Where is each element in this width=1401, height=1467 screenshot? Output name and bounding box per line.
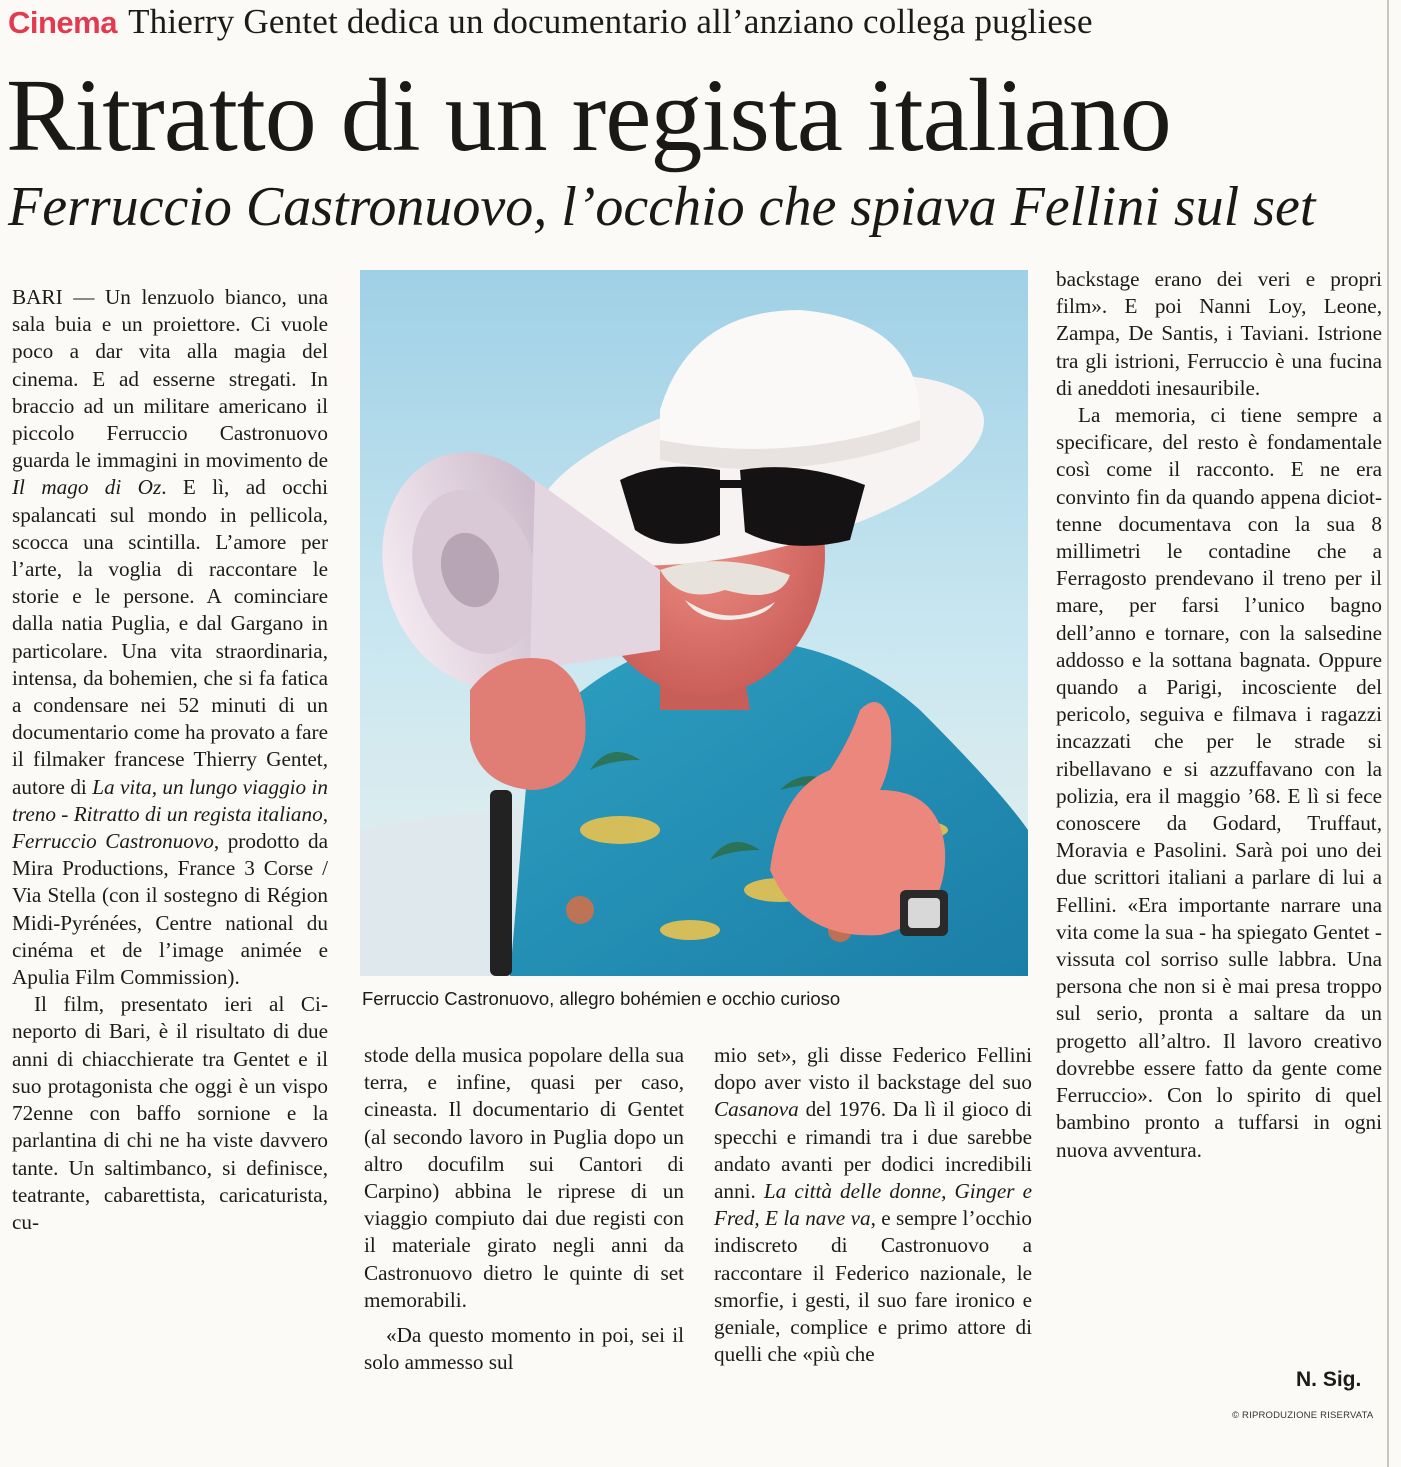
film-title: Casanova: [714, 1097, 799, 1122]
column-2: [364, 1042, 684, 1376]
paragraph: stode della musica popolare della sua terra, e infine, quasi per caso, cineasta. Il documentario di Gentet (al secondo lavoro in Puglia dopo un altro docufilm sui Cantori di Carpino) abbina le riprese di un viaggio compiuto dai due registi con il materiale girato negli anni da Castronuovo dietro le quinte di set memorabili.: [364, 1043, 684, 1312]
page-edge: [1387, 0, 1389, 1467]
kicker-line: [8, 2, 1368, 42]
headline: Ritratto di un regista italiano: [6, 58, 1171, 173]
photo-caption: Ferruccio Castronuovo, allegro bohémien e occhio curioso: [362, 988, 841, 1009]
film-titles: La città delle donne, Ginger e Fred, E la nave va: [714, 1179, 1032, 1231]
portrait-photo: [360, 270, 1028, 976]
text-run: , e sempre l’occhio indiscreto di Castronuovo a raccontare il Federico nazionale, le smorfie, i gesti, il suo fare ironico e geniale, complice e primo attore di quelli che «più che: [714, 1206, 1032, 1367]
text-run: , prodotto da Mira Productions, France 3 Corse / Via Stella (con il sostegno di Région Midi-Pyrénées, Centre national du cinéma et de l’image animée e Apulia Film Commission).: [12, 829, 328, 990]
author-signature: N. Sig.: [1296, 1368, 1362, 1391]
column-3: [714, 1042, 1032, 1368]
section-label: Cinema: [8, 5, 117, 40]
column-1: [12, 284, 328, 1236]
paragraph: La memoria, ci tiene sempre a specificare, del resto è fondamentale così come il racconto. E ne era convinto fin da quando appena diciottenne documentava con la sua 8 millimetri le contadine che a Ferragosto prendevano il treno per il mare, per farsi l’unico bagno dell’anno e tornare, con la salsedine addosso e la sottana bagnata. Oppure quando a Parigi, incosciente del pericolo, seguiva e filmava i ragazzi incazzati che per le strade si ribellavano e si azzuffavano con la polizia, era il maggio ’68. E lì si fece conoscere da Godard, Truffaut, Moravia e Pasolini. Sarà poi uno dei due scrittori italiani a parlare di lui a Fellini. «Era importante narrare una vita come la sua - ha spiegato Gentet - vissuta col sorriso sulle labbra. Una persona che non si è mai presa troppo sul serio, pronta a saltare da un progetto all’altro. Il lavoro creativo dovrebbe essere fatto da gente come Ferruccio». Con lo spirito di quel bambino pronto a tuffarsi in ogni nuova avventura.: [1056, 403, 1382, 1162]
text-run: BARI — Un lenzuolo bianco, una sala buia e un proiettore. Ci vuole poco a dar vita alla magia del cinema. E ad esserne stregati. In braccio ad un militare americano il piccolo Ferruccio Castronuovo guarda le immagini in movimento de: [12, 285, 328, 473]
film-title: Il mago di Oz: [12, 475, 162, 500]
deck-subtitle: Ferruccio Castronuovo, l’occhio che spiava Fellini sul set: [8, 176, 1316, 238]
column-4: [1056, 266, 1382, 1164]
copyright-notice: © RIPRODUZIONE RISERVATA: [1232, 1410, 1374, 1421]
paragraph: backstage erano dei veri e propri film». E poi Nanni Loy, Leone, Zampa, De Santis, i Taviani. Istrione tra gli istrioni, Ferruccio è una fucina di aneddoti inesauribile.: [1056, 267, 1382, 400]
text-run: . E lì, ad occhi spalancati sul mondo in pellicola, scocca una scintilla. L’amore per l’arte, la voglia di raccontare le storie e le persone. A cominciare dalla natia Puglia, e dal Gargano in particolare. Una vita straordinaria, intensa, da bohemien, che si fa fatica a condensare nei 52 minuti di un documentario come ha provato a fare il filmaker francese Thierry Gentet, autore di: [12, 475, 328, 799]
paragraph: [12, 284, 328, 991]
text-run: del 1976. Da lì il gioco di specchi e rimandi tra i due sarebbe andato avanti per dodici incredibili anni.: [714, 1097, 1032, 1204]
paragraph: «Da questo momento in poi, sei il solo ammesso sul: [364, 1323, 684, 1375]
photo-illustration: [360, 270, 1028, 976]
paragraph: Il film, presentato ieri al Cineporto di Bari, è il risultato di due anni di chiacchierate tra Gentet e il suo protagonista che oggi è un vispo 72enne con baffo sornione e la parlantina di chi ne ha viste davvero tante. Un saltimbanco, si definisce, teatrante, cabarettista, caricaturista, cu-: [12, 992, 328, 1234]
megaphone-handle: [490, 790, 512, 976]
film-title: La vita, un lungo viaggio in treno - Ritratto di un regista italiano, Ferruccio Castronuovo: [12, 774, 329, 854]
text-run: mio set», gli disse Federico Fellini dopo aver visto il backstage del suo: [714, 1043, 1032, 1095]
paragraph: [714, 1042, 1032, 1368]
kicker-text: Thierry Gentet dedica un documentario all’anziano collega pugliese: [128, 2, 1093, 41]
hand: [470, 658, 586, 790]
